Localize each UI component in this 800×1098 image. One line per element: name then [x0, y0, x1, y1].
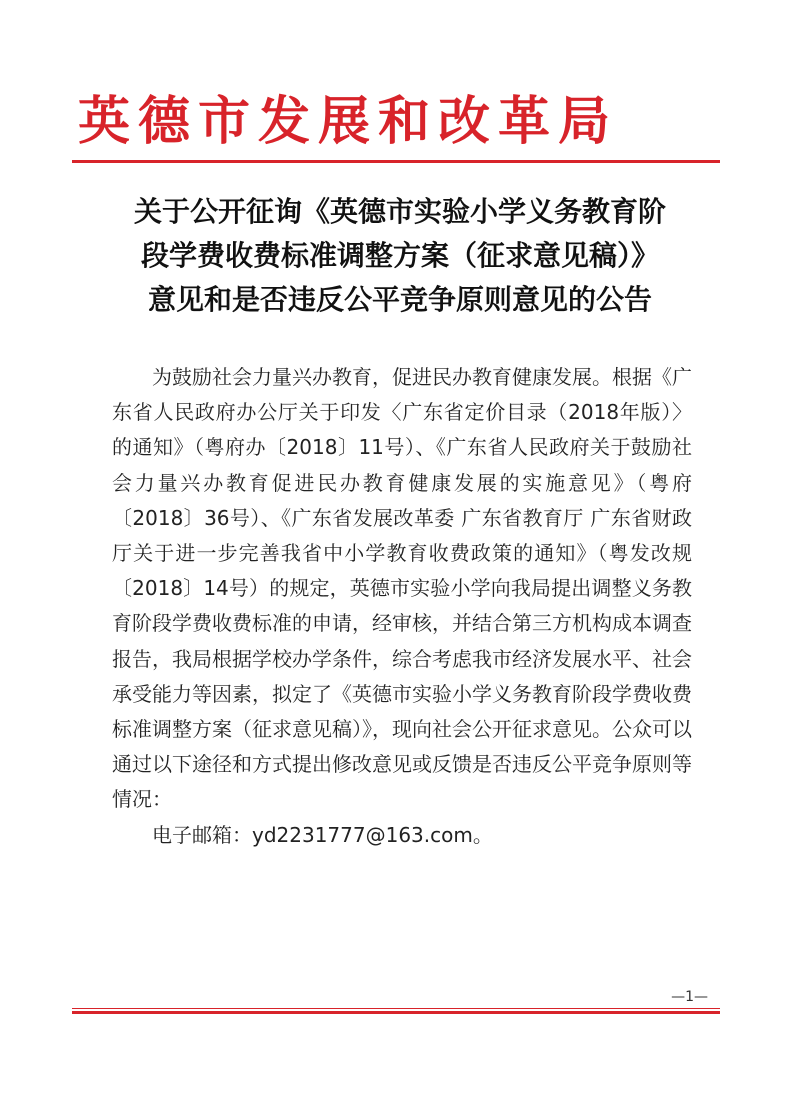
title-line: 意见和是否违反公平竞争原则意见的公告 [147, 283, 652, 316]
email-line: 电子邮箱：yd2231777@163.com。 [152, 822, 493, 847]
notice-body [112, 360, 692, 853]
footer-divider-thick [72, 1011, 720, 1014]
title-line: 关于公开征询《英德市实验小学义务教育阶 [133, 195, 666, 228]
title-line: 段学费收费标准调整方案（征求意见稿）》 [140, 239, 659, 272]
org-masthead: 英德市发展和改革局 [78, 91, 619, 152]
body-paragraph: 为鼓励社会力量兴办教育，促进民办教育健康发展。根据《广东省人民政府办公厅关于印发〈广东省定价目录（2018年版）〉的通知》（粤府办〔2018〕11号）、《广东省人民政府关于鼓励社会力量兴办教育促进民办教育健康发展的实施意见》（粤府〔2018〕36号）、《广东省发展改革委 广东省教育厅 广东省财政厅关于进一步完善我省中小学教育收费政策的通知》（粤发改规〔2018〕14号）的规定，英德市实验小学向我局提出调整义务教育阶段学费收费标准的申请，经审核，并结合第三方机构成本调查报告，我局根据学校办学条件，综合考虑我市经济发展水平、社会承受能力等因素，拟定了《英德市实验小学义务教育阶段学费收费标准调整方案（征求意见稿）》，现向社会公开征求意见。公众可以通过以下途径和方式提出修改意见或反馈是否违反公平竞争原则等情况： [112, 365, 692, 812]
page-number: —1— [671, 989, 708, 1005]
masthead-divider [72, 160, 720, 163]
footer-divider-thin [72, 1008, 720, 1009]
notice-title [80, 190, 720, 322]
